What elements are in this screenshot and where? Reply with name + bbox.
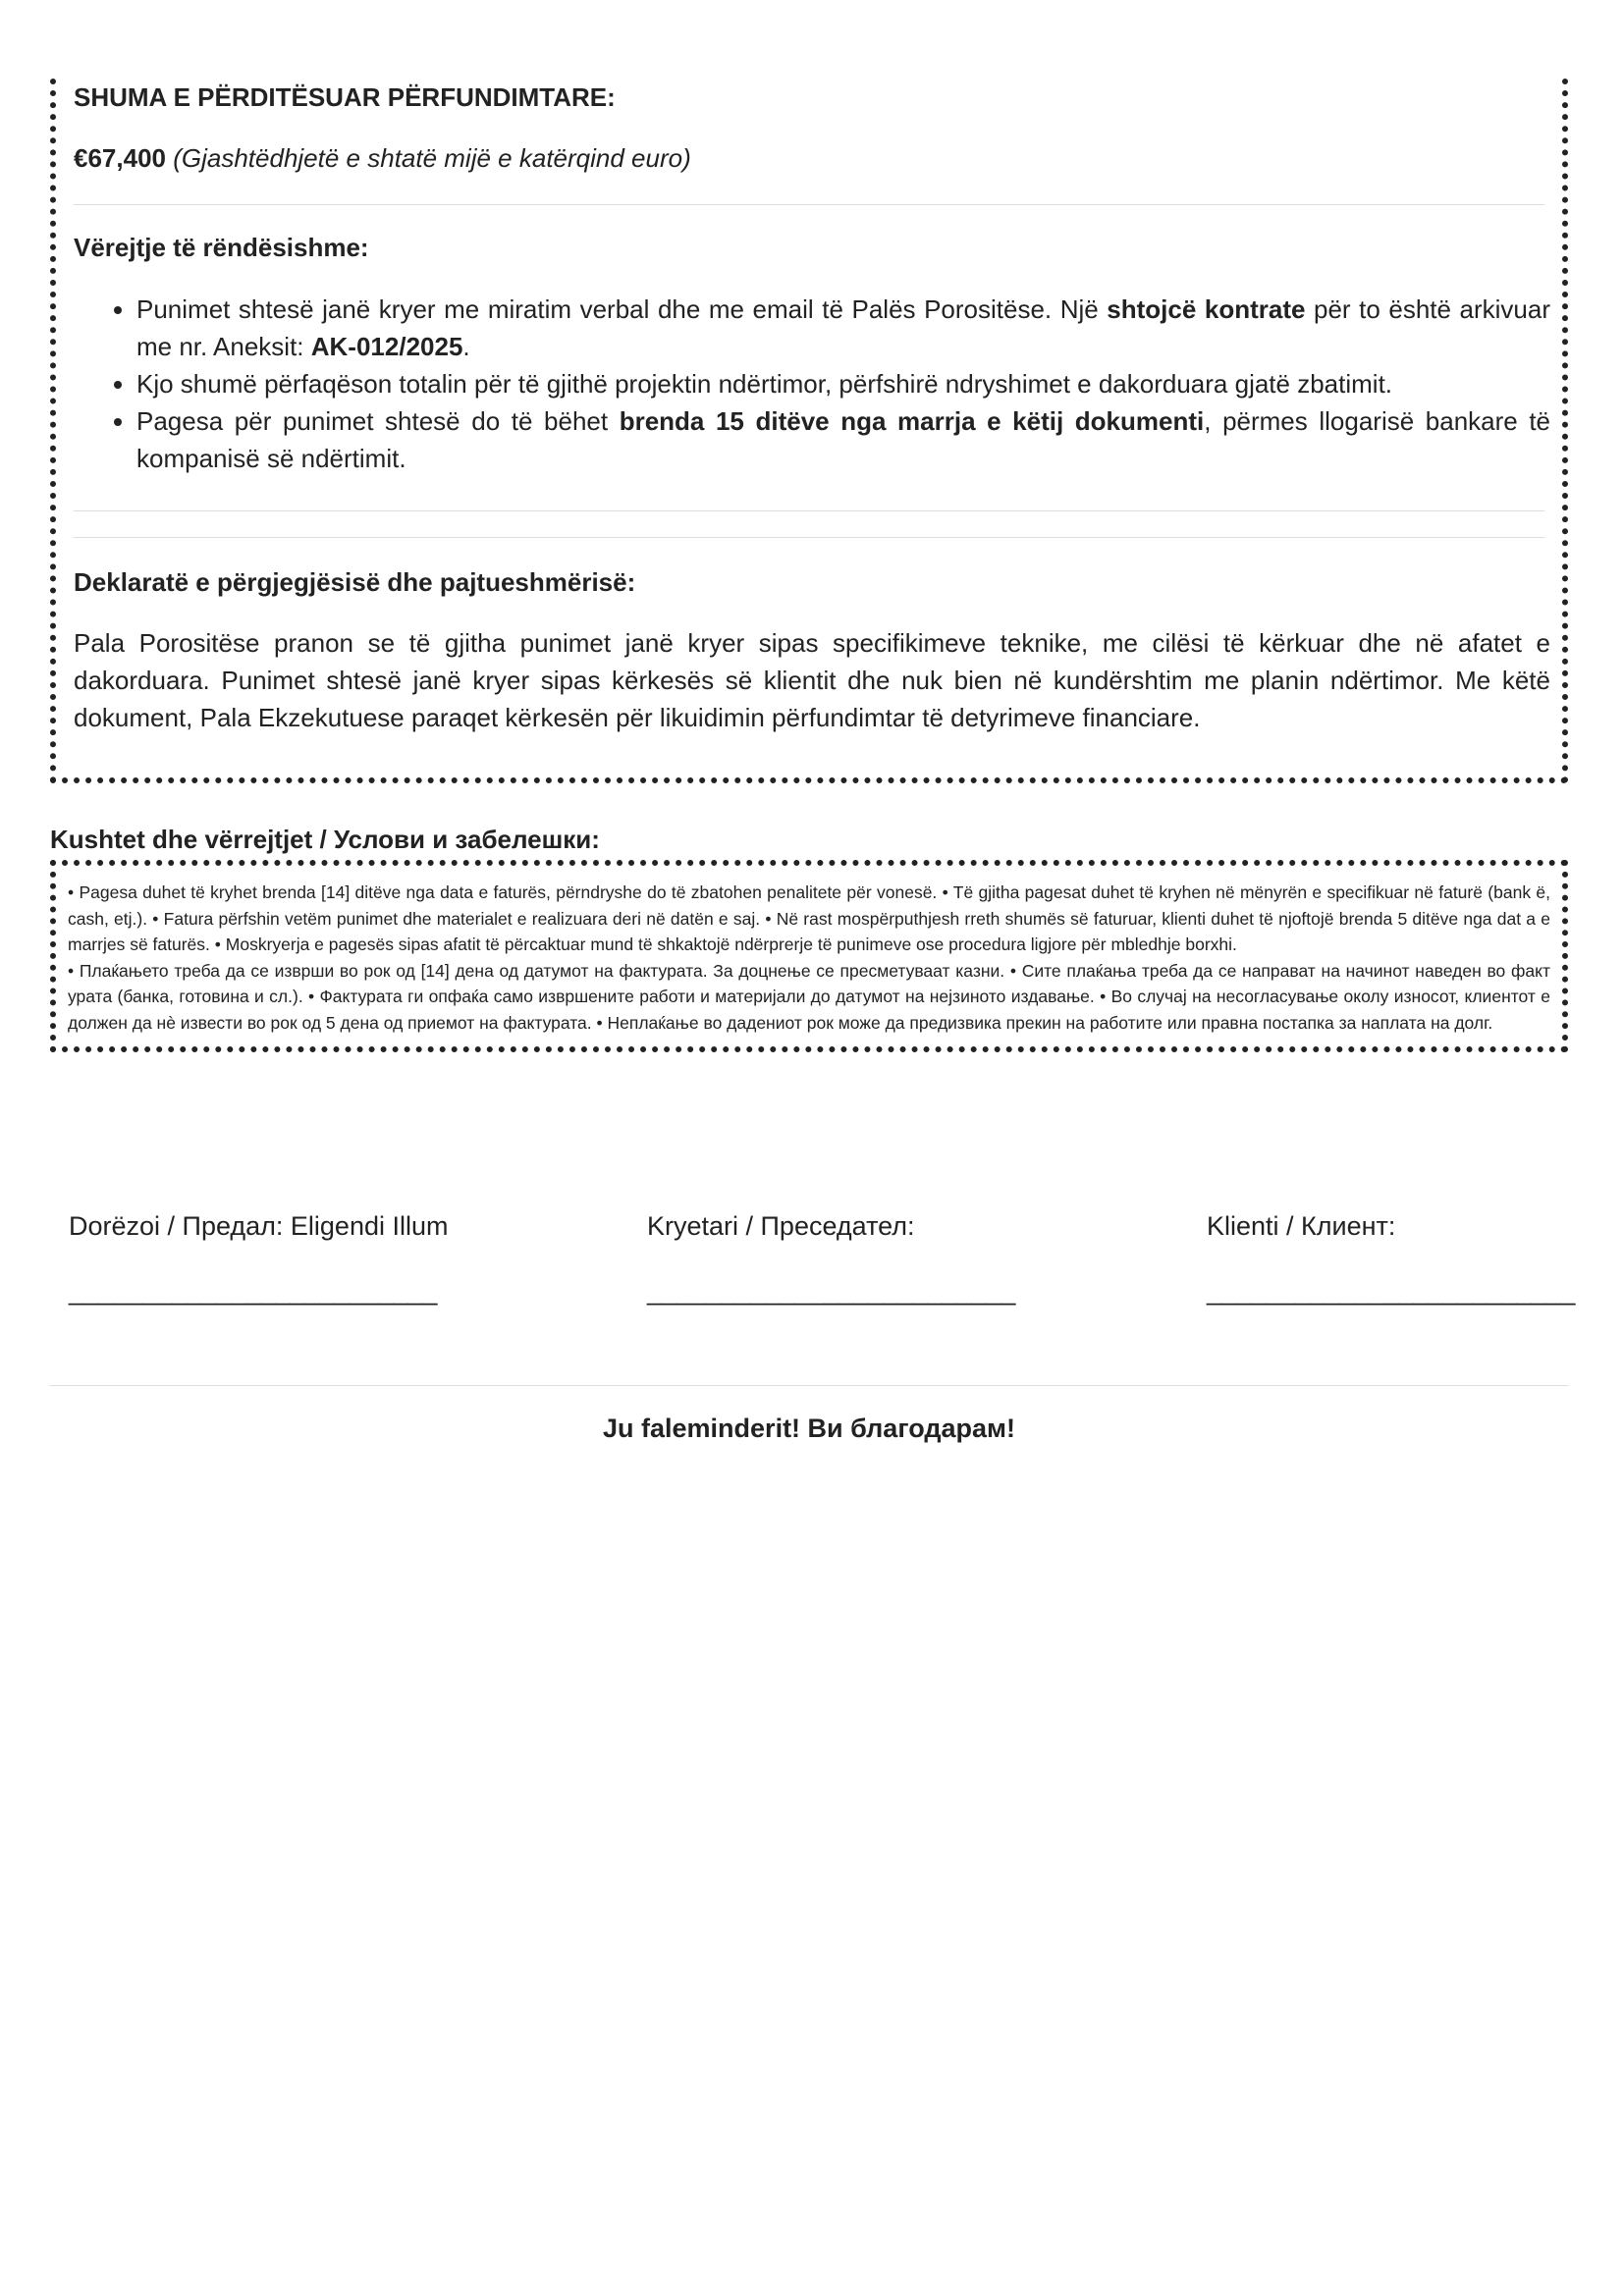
declaration-title: Deklaratë e përgjegjësisë dhe pajtueshmërisë: xyxy=(74,567,636,597)
notes-title: Vërejtje të rëndësishme: xyxy=(74,233,369,262)
note-bold: shtojcë kontrate xyxy=(1107,294,1306,324)
signature-line-client: _________________________ xyxy=(1207,1276,1576,1306)
summary-title: SHUMA E PËRDITËSUAR PËRFUNDIMTARE: xyxy=(74,82,616,112)
conditions-text-sq: • Pagesa duhet të kryhet brenda [14] ditëve nga data e faturës, përndryshe do të zbatohen penalitete për vonesë. • Të gjitha pagesat duhet të kryhen në mënyrën e specifikuar në faturë (bank ë, cash, etj.). • Fatura përfshin vetëm punimet dhe materialet e realizuara deri në datën e saj. • Në rast mospërputhjesh rreth shumës së faturuar, klienti duhet të njoftojë brenda 5 ditëve nga dat a e marrjes së faturës. • Moskryerja e pagesës sipas afatit të përcaktuar mund të shkaktojë ndërprerje të punimeve ose procedura ligjore për mbledhje borxhi. xyxy=(68,882,1550,954)
signature-line-delivered: _________________________ xyxy=(69,1276,438,1306)
note-text: për to është arkivuar me nr. Aneksit: xyxy=(136,294,1551,361)
notes-list xyxy=(74,291,1550,477)
note-bold: brenda 15 ditëve nga marrja e këtij dokumenti xyxy=(619,406,1205,436)
final-amount xyxy=(74,143,691,174)
signature-client: Klienti / Клиент: xyxy=(1207,1211,1396,1241)
conditions-box xyxy=(50,860,1568,1052)
signature-delivered: Dorëzoi / Предал: Eligendi Illum xyxy=(69,1211,449,1241)
note-text: , përmes llogarisë bankare të kompanisë së ndërtimit. xyxy=(136,406,1551,473)
note-item: • Kjo shumë përfaqëson totalin për të gjithë projektin ndërtimor, përfshirë ndryshimet e dakorduara gjatë zbatimit. xyxy=(136,365,1550,402)
footer-divider xyxy=(50,1385,1568,1386)
annex-number: AK-012/2025 xyxy=(310,332,463,361)
signature-line-chairman: _________________________ xyxy=(647,1276,1016,1306)
divider xyxy=(74,204,1544,205)
note-item xyxy=(136,291,1550,365)
divider xyxy=(74,537,1544,538)
divider xyxy=(74,510,1544,511)
amount-value: €67,400 xyxy=(74,143,166,173)
summary-box xyxy=(50,79,1568,783)
note-text: Punimet shtesë janë kryer me miratim verbal dhe me email të Palës Porositëse. Një xyxy=(136,294,1108,324)
conditions-text-mk: • Плаќањето треба да се изврши во рок од [14] дена од датумот на фактурата. За доцнење се пресметуваат казни. • Сите плаќања треба да се направат на начинот наведен во факт урата (банка, готовина и сл.). • Фактурата ги опфаќа само извршените работи и материјали до датумот на нејзиното издавање. • Во случај на несогласување околу износот, клиентот е должен да нè извести во рок од 5 дена од приемот на фактурата. • Неплаќање во дадениот рок може да предизвика прекин на работите или правна постапка за наплата на долг. xyxy=(68,960,1550,1033)
conditions-title: Kushtet dhe vërrejtjet / Услови и забелешки: xyxy=(50,825,600,854)
amount-words: (Gjashtëdhjetë e shtatë mijë e katërqind euro) xyxy=(173,143,691,173)
thank-you-text: Ju faleminderit! Ви благодарам! xyxy=(603,1414,1015,1443)
declaration-text: Pala Porositëse pranon se të gjitha punimet janë kryer sipas specifikimeve teknike, me cilësi të kërkuar dhe në afatet e dakorduara. Punimet shtesë janë kryer sipas kërkesës së klientit dhe nuk bien në kundërshtim me planin ndërtimor. Me këtë dokument, Pala Ekzekutuese paraqet kërkesën për likuidimin përfundimtar të detyrimeve financiare. xyxy=(74,628,1550,732)
note-item xyxy=(136,402,1550,477)
note-text: Pagesa për punimet shtesë do të bëhet xyxy=(136,406,620,436)
note-text: . xyxy=(462,332,470,361)
signature-chairman: Kryetari / Преседател: xyxy=(647,1211,915,1241)
